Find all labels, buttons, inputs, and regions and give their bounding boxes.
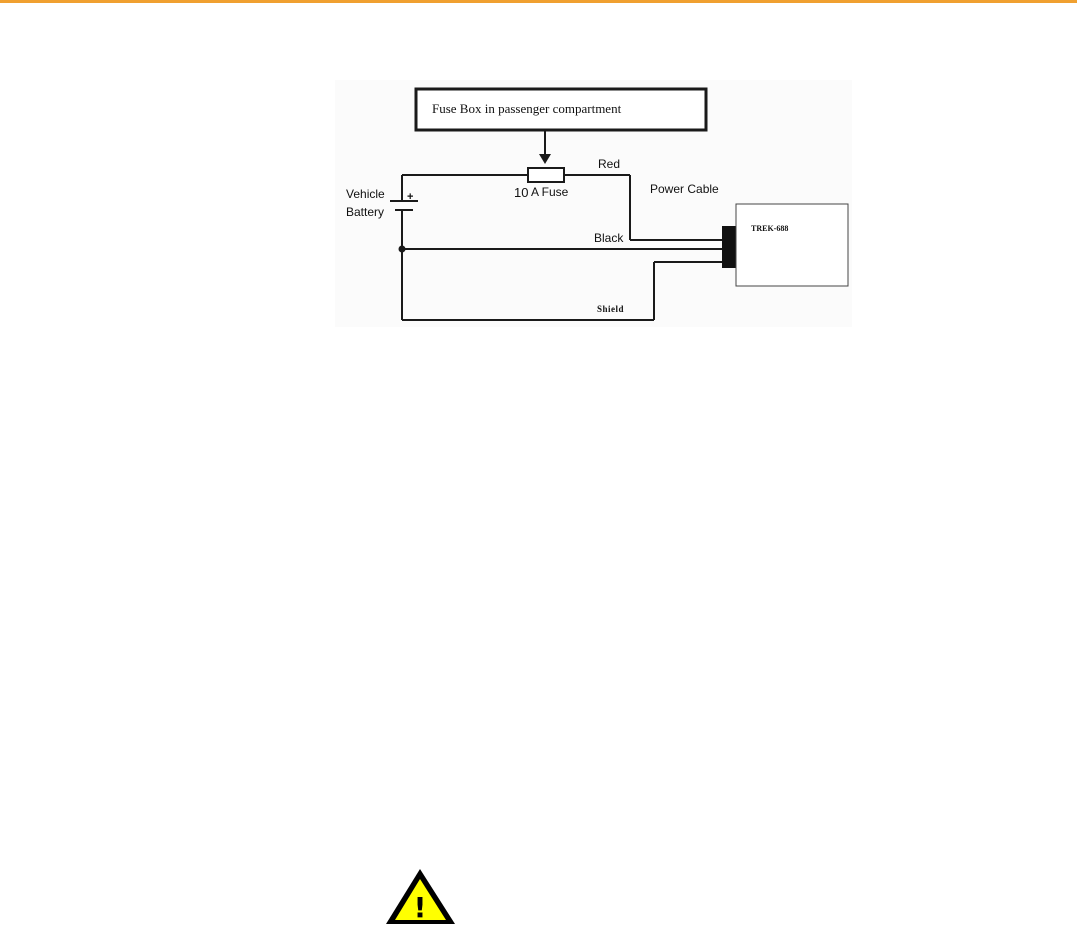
fuse-rating-label: A Fuse bbox=[531, 185, 569, 199]
power-connector bbox=[722, 226, 736, 268]
device-label: TREK-688 bbox=[751, 224, 789, 233]
fuse-rating-number: 10 bbox=[514, 185, 529, 200]
warning-triangle-icon bbox=[386, 869, 455, 924]
fuse-symbol bbox=[528, 168, 564, 182]
battery-plus-sign: + bbox=[407, 191, 414, 203]
battery-label-line2: Battery bbox=[346, 205, 385, 219]
black-wire-label: Black bbox=[594, 231, 624, 245]
device-box bbox=[736, 204, 848, 286]
fuse-box bbox=[416, 89, 706, 130]
battery-label-line1: Vehicle bbox=[346, 187, 385, 201]
fuse-box-label: Fuse Box in passenger compartment bbox=[432, 101, 622, 116]
warning-exclamation: ! bbox=[413, 891, 427, 924]
shield-wire-label: Shield bbox=[597, 304, 625, 314]
red-wire-label: Red bbox=[598, 157, 621, 171]
power-cable-label: Power Cable bbox=[650, 182, 719, 196]
